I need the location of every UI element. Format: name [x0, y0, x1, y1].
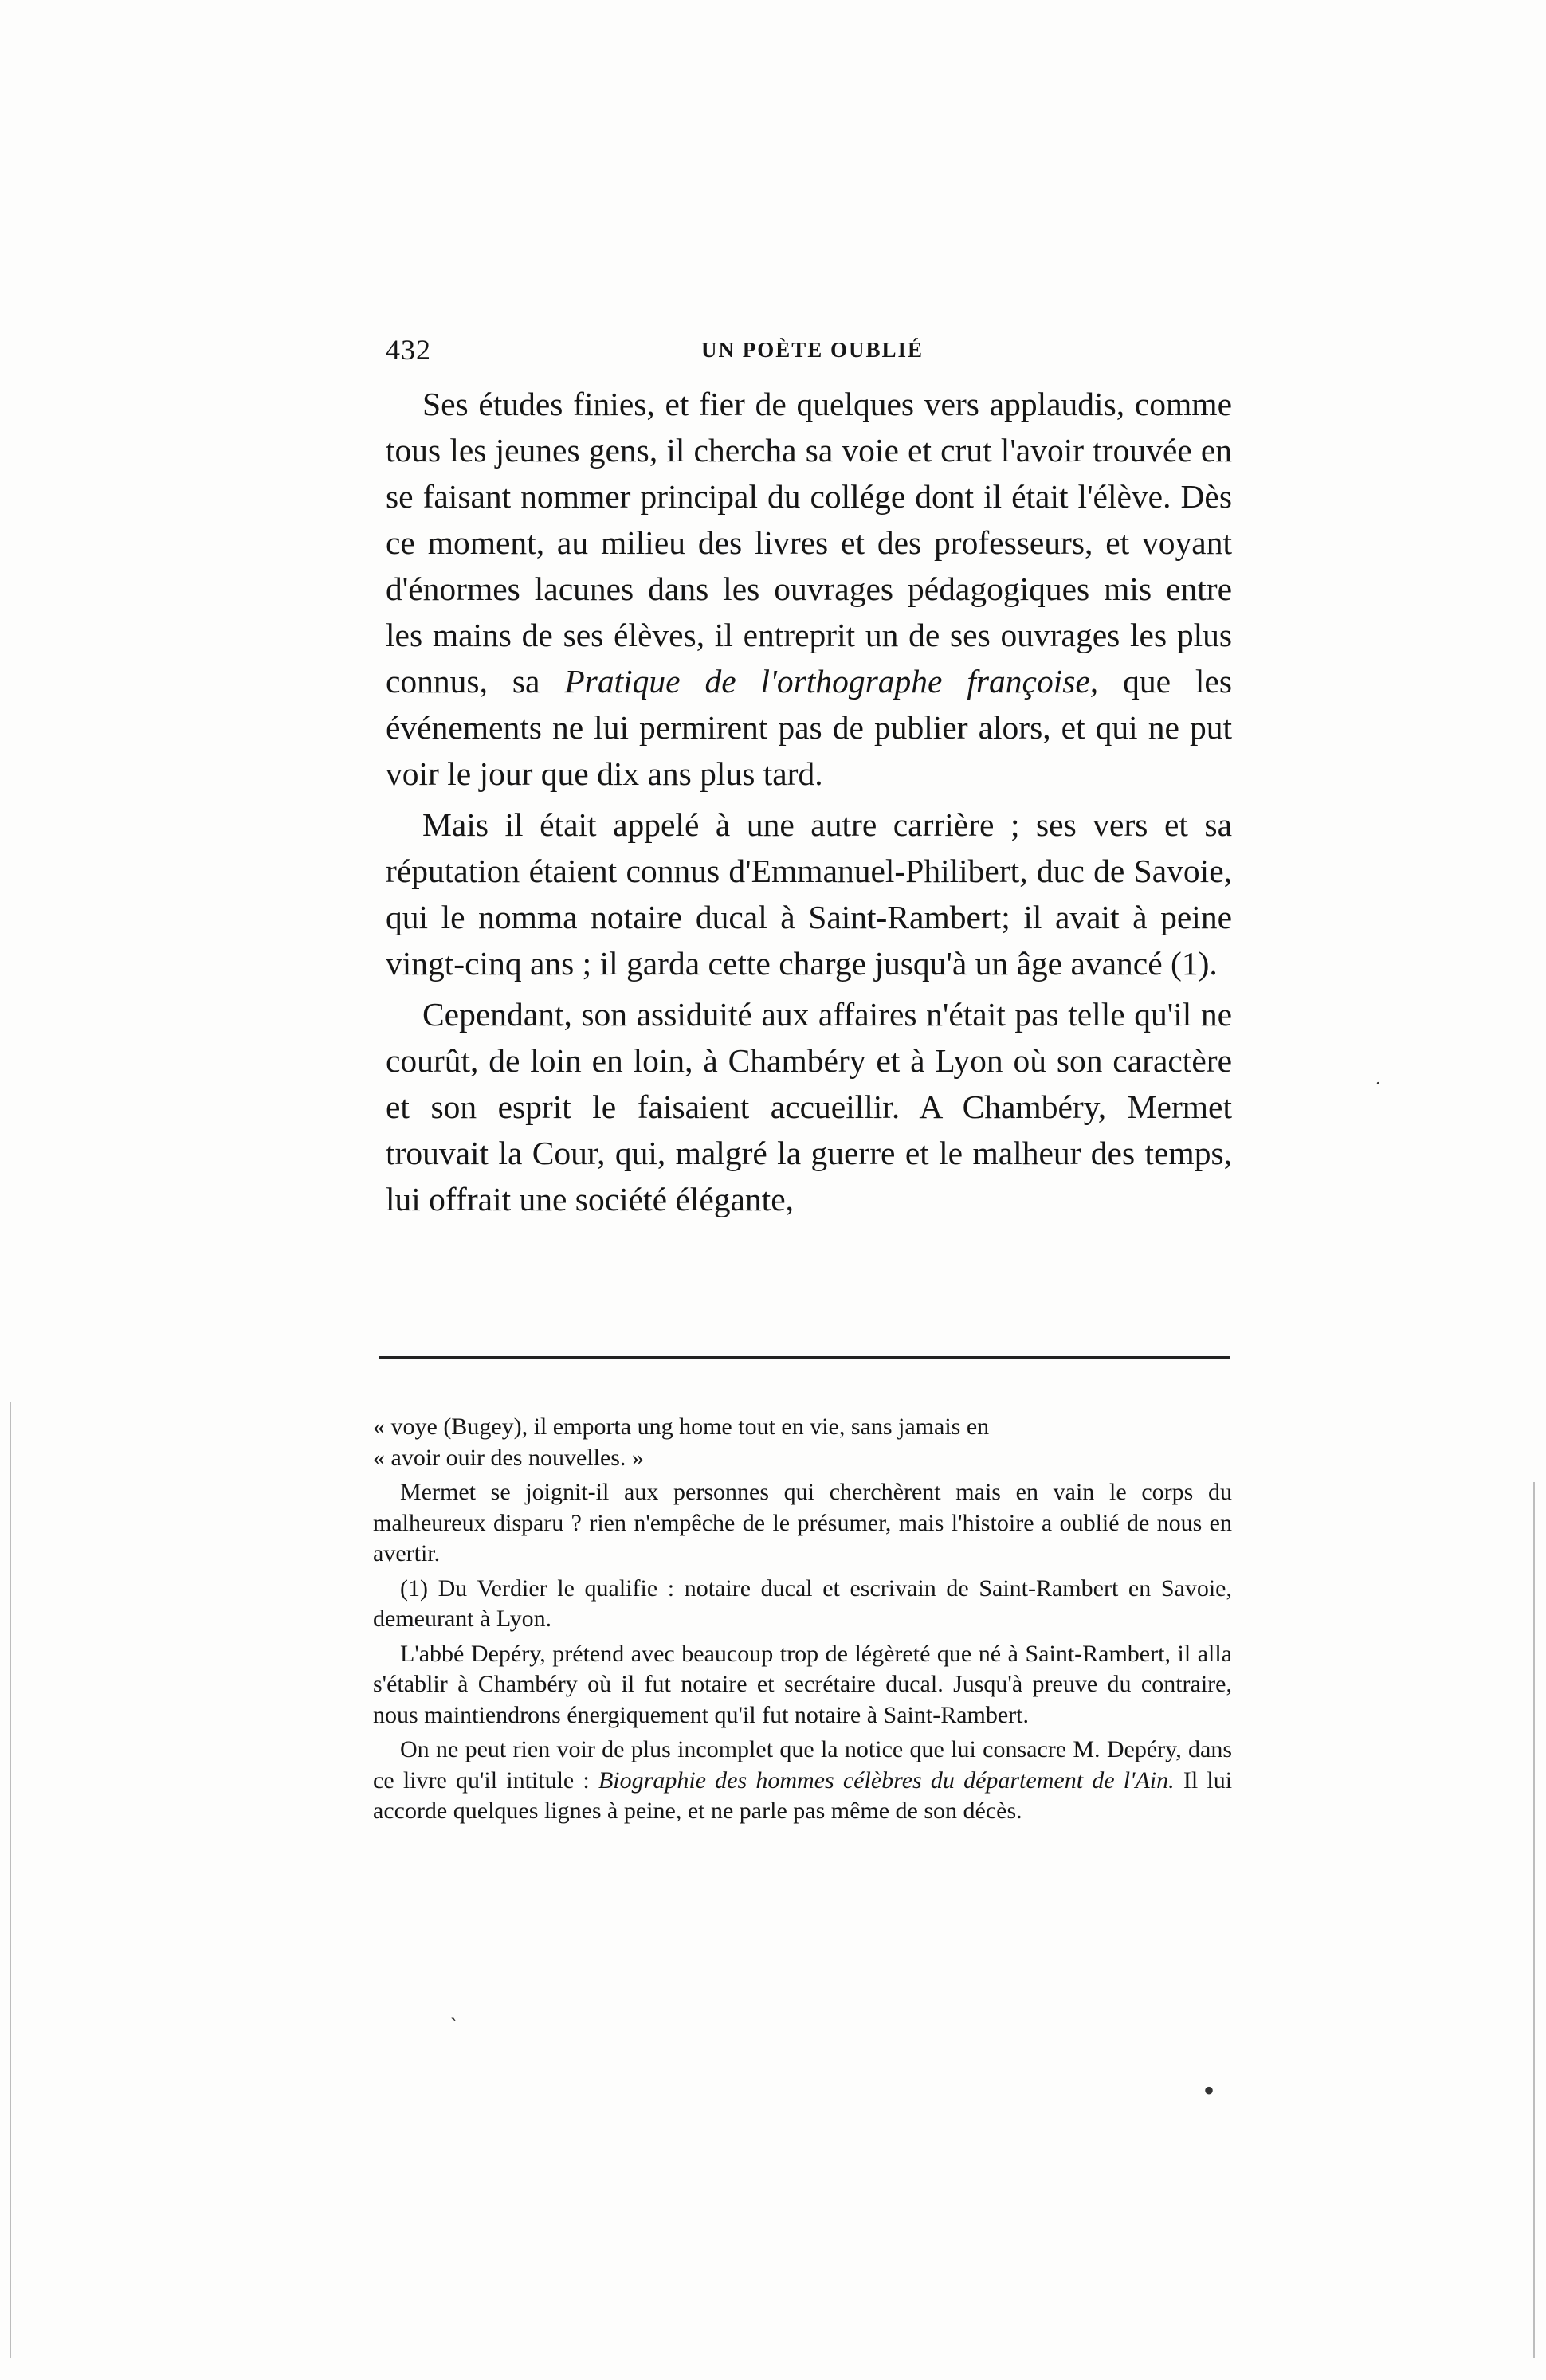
- stray-mark: ·: [1375, 1072, 1382, 1095]
- footnote-quote-line-1: « voye (Bugey), il emporta ung home tout en vie, sans jamais en: [373, 1413, 990, 1440]
- body-paragraph-1-end: que les événements ne lui permirent pas de publier alors, et qui ne put voir le jour que dix ans plus tard.: [386, 663, 1232, 792]
- body-paragraph-1-text: Ses études finies, et fier de quelques vers applaudis, comme tous les jeunes gens, il chercha sa voie et crut l'avoir trouvée en se faisant nommer principal du collége dont il était l'élève. Dès ce moment, au milieu des livres et des professeurs, et voyant d'énormes lacunes dans les ouvrages pédagogiques mis entre les mains de ses élèves, il entreprit un de ses ouvrages les plus connus, sa: [386, 386, 1232, 700]
- footnote-notice-end: Il lui accorde quelques lignes à peine, et ne parle pas même de son décès.: [373, 1766, 1233, 1824]
- running-title: UN POÈTE OUBLIÉ: [701, 338, 924, 362]
- footnote-separator-rule: [379, 1356, 1230, 1359]
- footnote-1: (1) Du Verdier le qualifie : notaire ducal et escrivain de Saint-Rambert en Savoie, demeurant à Lyon.: [373, 1574, 1232, 1632]
- stray-mark: •: [1203, 2072, 1215, 2108]
- footnotes: [373, 1412, 1232, 1831]
- book-title-italic: Pratique de l'orthographe françoise,: [564, 663, 1099, 700]
- footnote-notice-start: On ne peut rien voir de plus incomplet que la notice que lui consacre M. Depéry, dans ce livre qu'il intitule :: [373, 1736, 1232, 1794]
- footnote-notice-italic: Biographie des hommes célèbres du département de l'Ain.: [598, 1766, 1175, 1794]
- footnote-quote-line-2: « avoir ouir des nouvelles. »: [373, 1444, 644, 1471]
- body-paragraph-3: Cependant, son assiduité aux affaires n'était pas telle qu'il ne courût, de loin en loin, à Chambéry et à Lyon où son caractère et son esprit le faisaient accueillir. A Chambéry, Mermet trouvait la Cour, qui, malgré la guerre et le malheur des temps, lui offrait une société élégante,: [386, 996, 1232, 1217]
- scan-edge-right: [1533, 1482, 1535, 2358]
- page-number: 432: [386, 334, 431, 366]
- scan-edge-left: [10, 1402, 11, 2358]
- main-text: [386, 381, 1232, 1227]
- footnote-mermet: Mermet se joignit-il aux personnes qui cherchèrent mais en vain le corps du malheureux disparu ? rien n'empêche de le présumer, mais l'histoire a oublié de nous en avertir.: [373, 1479, 1232, 1566]
- body-paragraph-1: [386, 381, 1232, 797]
- running-head: [386, 333, 1232, 365]
- stray-mark: ˏ: [450, 1998, 457, 2021]
- footnote-notice: [373, 1735, 1232, 1827]
- footnote-depery: L'abbé Depéry, prétend avec beaucoup trop de légèreté que né à Saint-Rambert, il alla s'établir à Chambéry où il fut notaire et secrétaire ducal. Jusqu'à preuve du contraire, nous maintiendrons énergiquement qu'il fut notaire à Saint-Rambert.: [373, 1640, 1232, 1728]
- body-paragraph-2: Mais il était appelé à une autre carrière ; ses vers et sa réputation étaient connus d'Emmanuel-Philibert, duc de Savoie, qui le nomma notaire ducal à Saint-Rambert; il avait à peine vingt-cinq ans ; il garda cette charge jusqu'à un âge avancé (1).: [386, 806, 1232, 982]
